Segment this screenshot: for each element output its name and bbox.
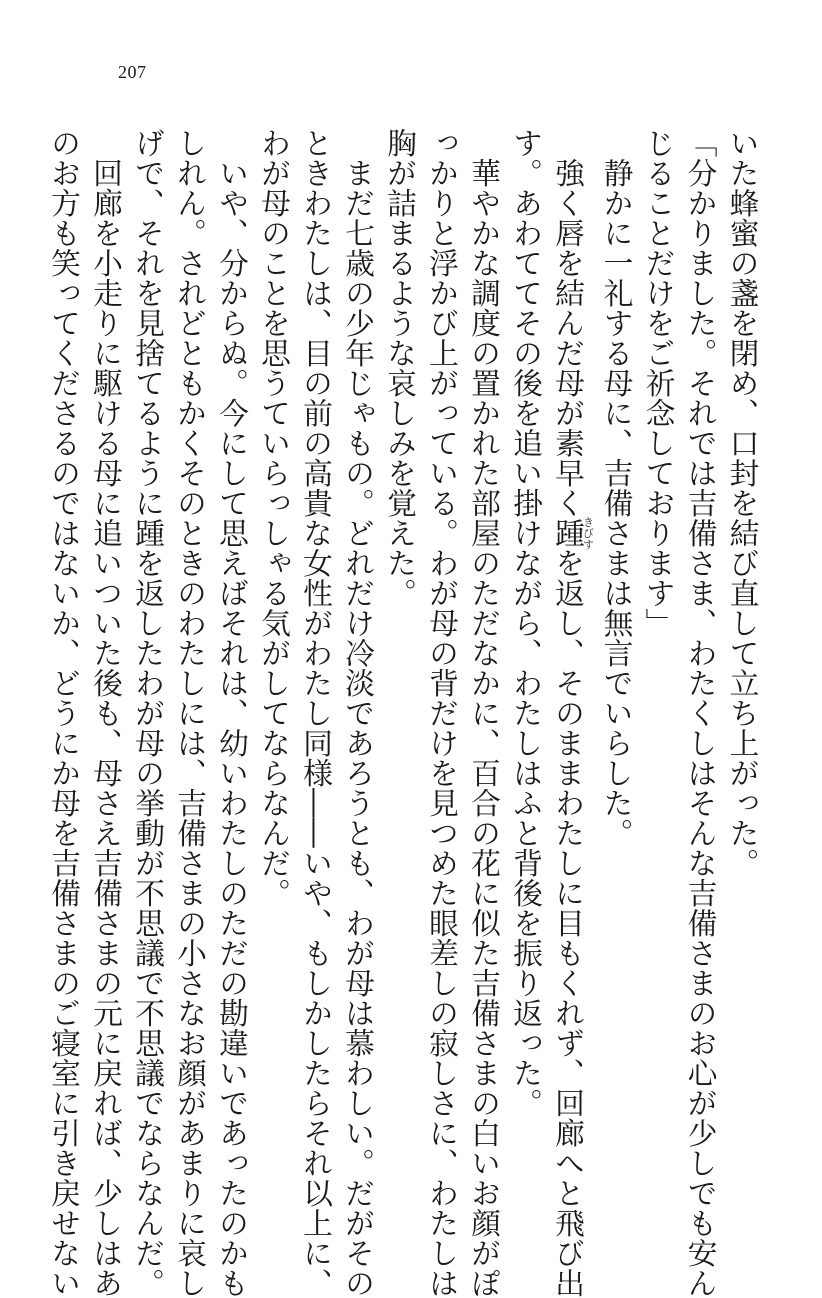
text-line-13: いや、分からぬ。今にして思えばそれは、幼いわたしのただの勘違いであったのかも xyxy=(213,128,249,1298)
text-line-11: ときわたしは、目の前の高貴な女性がわたし同様――いや、もしかしたらそれ以上に、 xyxy=(297,128,333,1298)
text-line-9: 胸が詰まるような哀しみを覚えた。 xyxy=(381,128,417,608)
text-line-2: 「分かりました。それでは吉備さま、わたくしはそんな吉備さまのお心が少しでも安ん xyxy=(682,128,717,1298)
body-text xyxy=(42,128,763,1298)
text-line-17: のお方も笑ってくださるのではないか、どうにか母を吉備さまのご寝室に引き戻せない xyxy=(45,128,81,1298)
text-line-7: 華やかな調度の置かれた部屋のただなかに、百合の花に似た吉備さまの白いお顔がぽ xyxy=(465,128,501,1298)
text-line-6: す。あわててその後を追い掛けながら、わたしはふと背後を振り返った。 xyxy=(507,128,543,1118)
text-line-10: まだ七歳の少年じゃもの。どれだけ冷淡であろうとも、わが母は慕わしい。だがその xyxy=(339,128,375,1298)
text-line-1: いた蜂蜜の盞を閉め、口封を結び直して立ち上がった。 xyxy=(724,128,759,878)
text-line-14: しれん。されどともかくそのときのわたしには、吉備さまの小さなお顔があまりに哀し xyxy=(171,128,207,1298)
text-line-12: わが母のことを思うていらっしゃる気がしてならなんだ。 xyxy=(255,128,291,908)
text-line-15: げで、それを見捨てるように踵を返したわが母の挙動が不思議で不思議でならなんだ。 xyxy=(129,128,165,1298)
text-line-16: 回廊を小走りに駆ける母に追いついた後も、母さえ吉備さまの元に戻れば、少しはあ xyxy=(87,128,123,1298)
text-line-8: っかりと浮かび上がっている。わが母の背だけを見つめた眼差しの寂しさに、わたしは xyxy=(423,128,459,1298)
ruby-kibisu xyxy=(549,516,595,550)
text-line-5 xyxy=(546,128,595,1298)
ruby-reading: きびす xyxy=(581,516,595,550)
page-number: 207 xyxy=(118,62,147,82)
text-line-5-after: を返し、そのままわたしに目もくれず、回廊へと飛び出 xyxy=(549,548,585,1298)
text-line-3: じることだけをご祈念しております」 xyxy=(640,128,675,638)
text-line-4: 静かに一礼する母に、吉備さまは無言でいらした。 xyxy=(598,128,633,848)
ruby-base: 踵 xyxy=(549,516,585,550)
text-line-5-before: 強く唇を結んだ母が素早く xyxy=(549,128,585,518)
